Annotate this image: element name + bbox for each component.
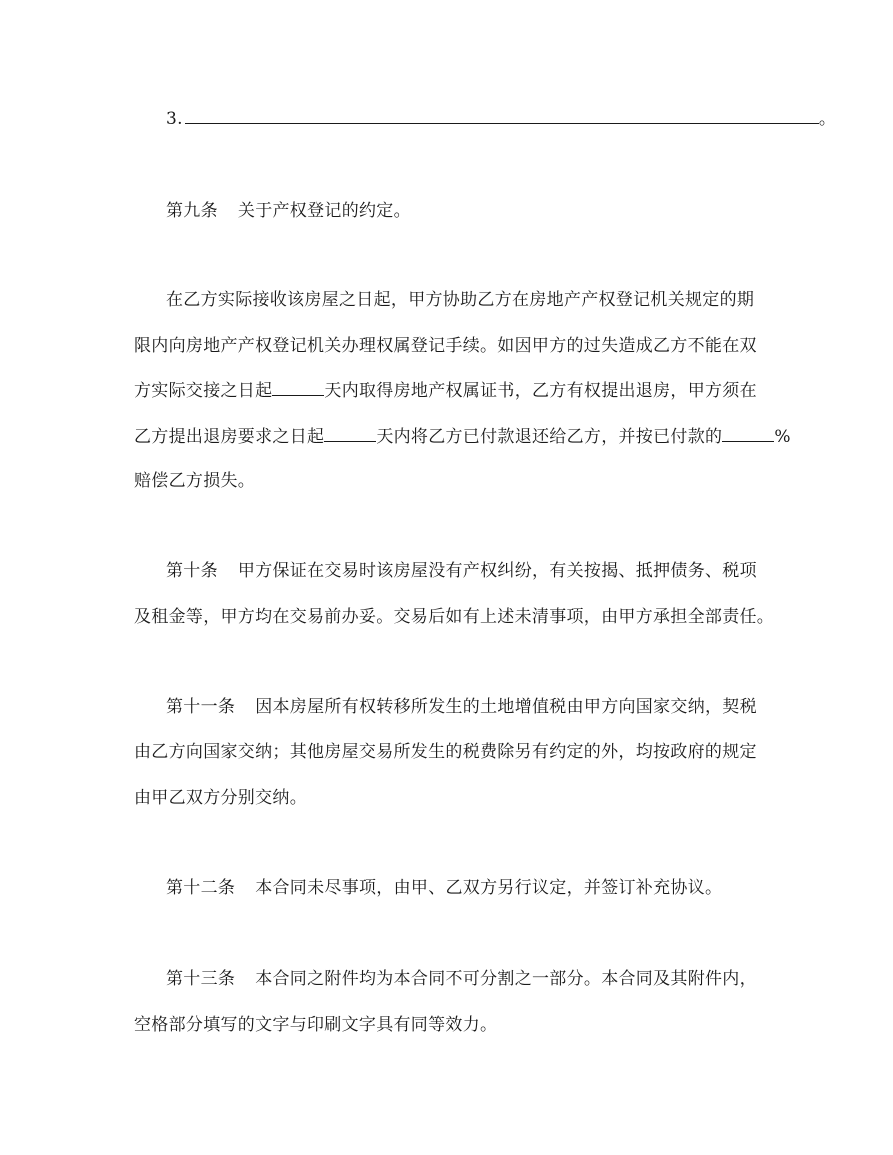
article-10-line-1: [166, 560, 757, 582]
article-11-heading: 第十一条: [166, 697, 236, 717]
article-9-line-1: 在乙方实际接收该房屋之日起，甲方协助乙方在房地产产权登记机关规定的期: [166, 290, 755, 310]
article-9-line-2: 限内向房地产产权登记机关办理权属登记手续。如因甲方的过失造成乙方不能在双: [134, 336, 757, 356]
article-12-line-1: [166, 877, 722, 899]
days-blank-2: [324, 426, 376, 442]
article-9-heading-line: [166, 200, 411, 222]
article-10-text-1: 甲方保证在交易时该房屋没有产权纠纷，有关按揭、抵押债务、税项: [237, 561, 757, 581]
article-9-line-3-part-a: 方实际交接之日起: [134, 381, 273, 401]
percent-sign: %: [774, 427, 791, 447]
article-11-line-1: [166, 696, 757, 718]
article-10-line-2: 及租金等，甲方均在交易前办妥。交易后如有上述未清事项，由甲方承担全部责任。: [134, 607, 775, 627]
article-11-line-3: 由甲乙双方分别交纳。: [134, 788, 307, 808]
article-11-text-1: 因本房屋所有权转移所发生的土地增值税由甲方向国家交纳，契税: [255, 697, 757, 717]
percent-blank: [722, 426, 774, 442]
article-13-heading: 第十三条: [166, 969, 236, 989]
item-3-line: [166, 108, 836, 130]
article-9-line-3: [134, 380, 757, 402]
article-9-heading: 第九条: [166, 201, 218, 221]
article-13-line-2: 空格部分填写的文字与印刷文字具有同等效力。: [134, 1015, 498, 1035]
article-9-title: 关于产权登记的约定。: [237, 201, 411, 221]
item-3-end-mark: 。: [818, 109, 837, 129]
article-11-line-2: 由乙方向国家交纳；其他房屋交易所发生的税费除另有约定的外，均按政府的规定: [134, 742, 757, 762]
article-9-line-4-part-a: 乙方提出退房要求之日起: [134, 427, 325, 447]
item-3-number: 3.: [166, 109, 183, 129]
article-9-line-4: [134, 426, 791, 448]
article-12-heading: 第十二条: [166, 878, 236, 898]
article-12-text-1: 本合同未尽事项，由甲、乙双方另行议定，并签订补充协议。: [255, 878, 723, 898]
article-9-line-5: 赔偿乙方损失。: [134, 471, 256, 491]
item-3-blank: [185, 108, 819, 124]
article-10-heading: 第十条: [166, 561, 218, 581]
article-9-line-3-part-b: 天内取得房地产权属证书，乙方有权提出退房，甲方须在: [324, 381, 757, 401]
article-9-line-4-part-b: 天内将乙方已付款退还给乙方，并按已付款的: [376, 427, 723, 447]
article-13-text-1: 本合同之附件均为本合同不可分割之一部分。本合同及其附件内，: [255, 969, 757, 989]
days-blank-1: [272, 380, 324, 396]
article-13-line-1: [166, 968, 757, 990]
